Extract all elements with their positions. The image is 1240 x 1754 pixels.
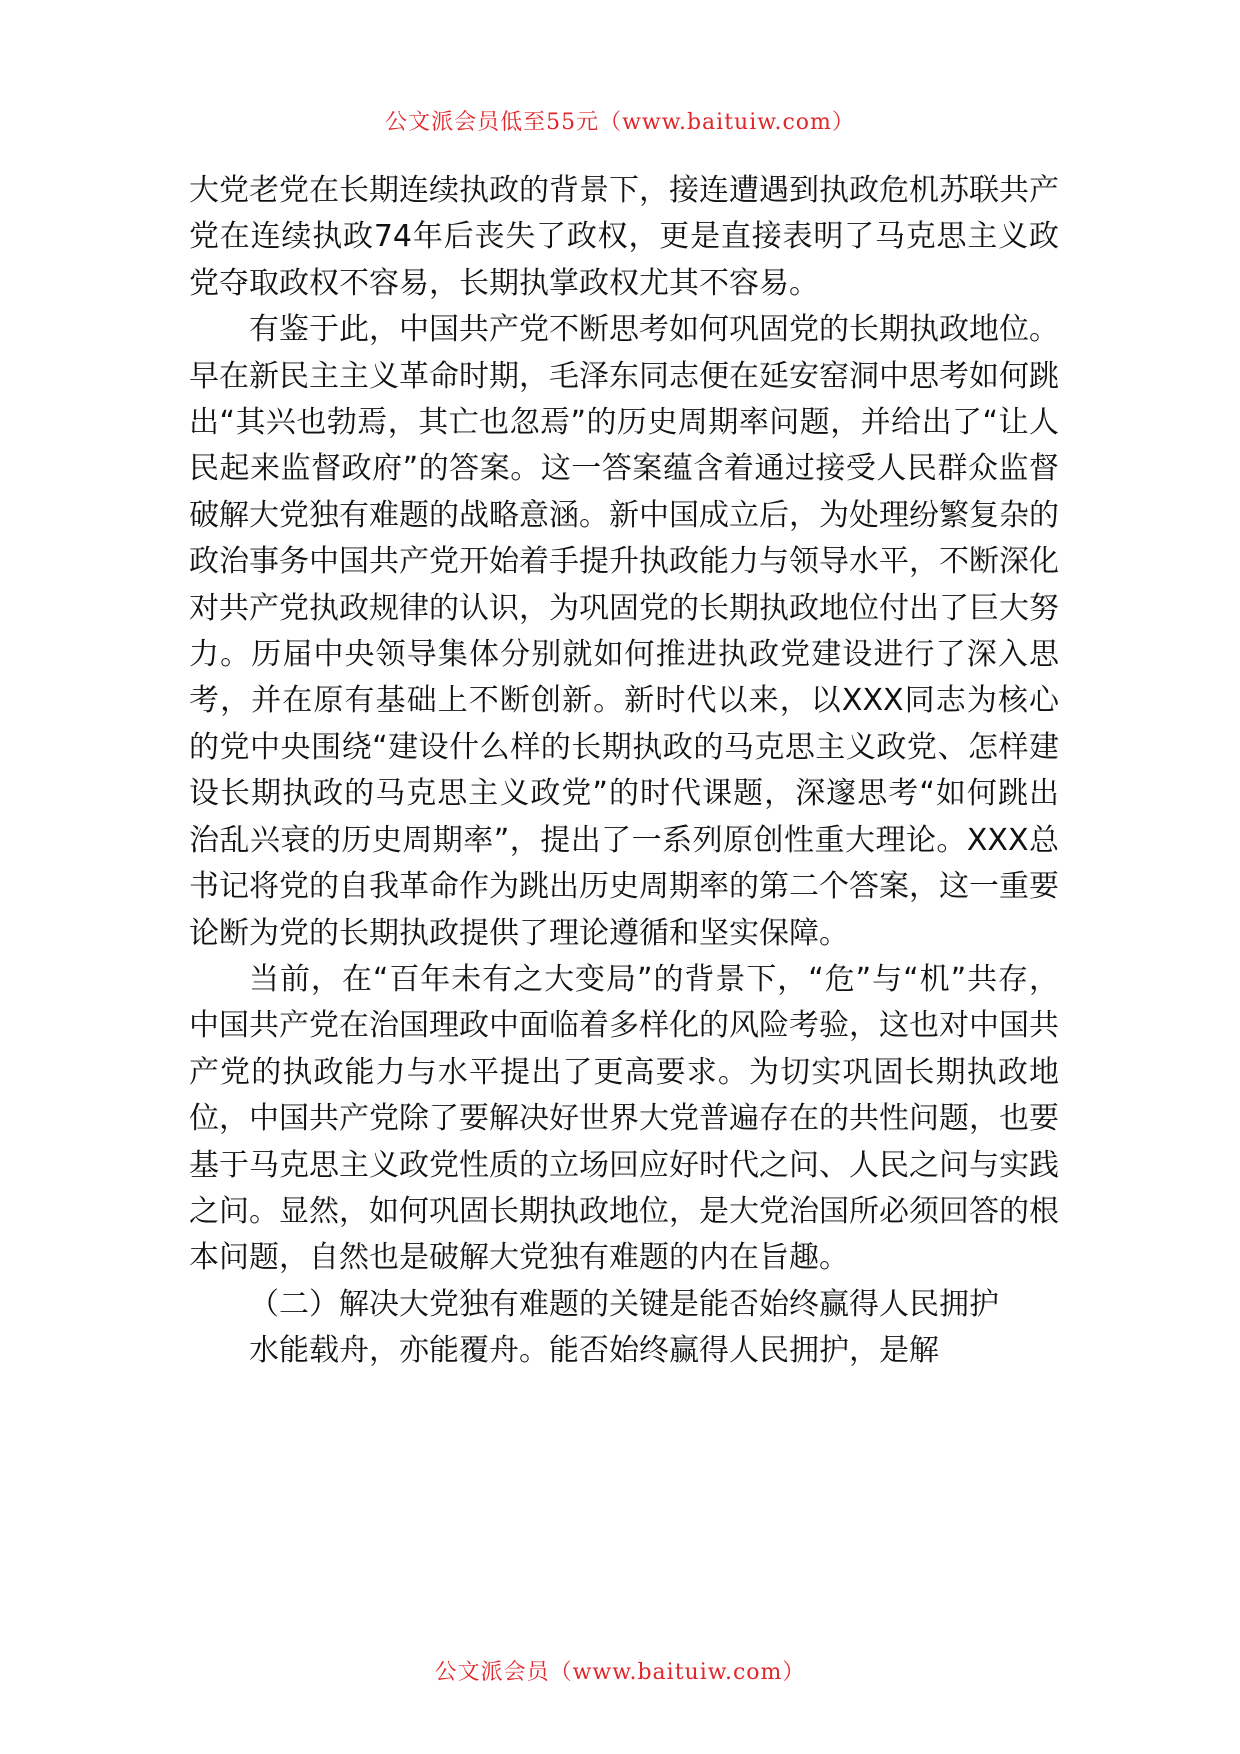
paragraph: 当前，在“百年未有之大变局”的背景下，“危”与“机”共存，中国共产党在治国理政中面临着多样化的风险考验，这也对中国共产党的执政能力与水平提出了更高要求。为切实巩固长期执政地位，中国共产党除了要解决好世界大党普遍存在的共性问题，也要基于马克思主义政党性质的立场回应好时代之问、人民之问与实践之问。显然，如何巩固长期执政地位，是大党治国所必须回答的根本问题，自然也是破解大党独有难题的内在旨趣。 xyxy=(189,961,1059,1276)
footer-watermark-text: 公文派会员（www.baituiw.com） xyxy=(434,1660,806,1685)
paragraph: 水能载舟，亦能覆舟。能否始终赢得人民拥护，是解 xyxy=(249,1333,939,1369)
section-heading: （二）解决大党独有难题的关键是能否始终赢得人民拥护 xyxy=(249,1286,999,1322)
header-watermark-text: 公文派会员低至55元（www.baituiw.com） xyxy=(385,110,855,135)
paragraph: 有鉴于此，中国共产党不断思考如何巩固党的长期执政地位。早在新民主主义革命时期，毛泽东同志便在延安窑洞中思考如何跳出“其兴也勃焉，其亡也忽焉”的历史周期率问题，并给出了“让人民起来监督政府”的答案。这一答案蕴含着通过接受人民群众监督破解大党独有难题的战略意涵。新中国成立后，为处理纷繁复杂的政治事务中国共产党开始着手提升执政能力与领导水平，不断深化对共产党执政规律的认识，为巩固党的长期执政地位付出了巨大努力。历届中央领导集体分别就如何推进执政党建设进行了深入思考，并在原有基础上不断创新。新时代以来，以XXX同志为核心的党中央围绕“建设什么样的长期执政的马克思主义政党、怎样建设长期执政的马克思主义政党”的时代课题，深邃思考“如何跳出治乱兴衰的历史周期率”，提出了一系列原创性重大理论。XXX总书记将党的自我革命作为跳出历史周期率的第二个答案，这一重要论断为党的长期执政提供了理论遵循和坚实保障。 xyxy=(189,312,1059,951)
document-body xyxy=(189,168,1059,1375)
page-footer xyxy=(0,1658,1240,1688)
page-header xyxy=(0,108,1240,138)
paragraph: 大党老党在长期连续执政的背景下，接连遭遇到执政危机苏联共产党在连续执政74年后丧失了政权，更是直接表明了马克思主义政党夺取政权不容易，长期执掌政权尤其不容易。 xyxy=(189,173,1059,301)
